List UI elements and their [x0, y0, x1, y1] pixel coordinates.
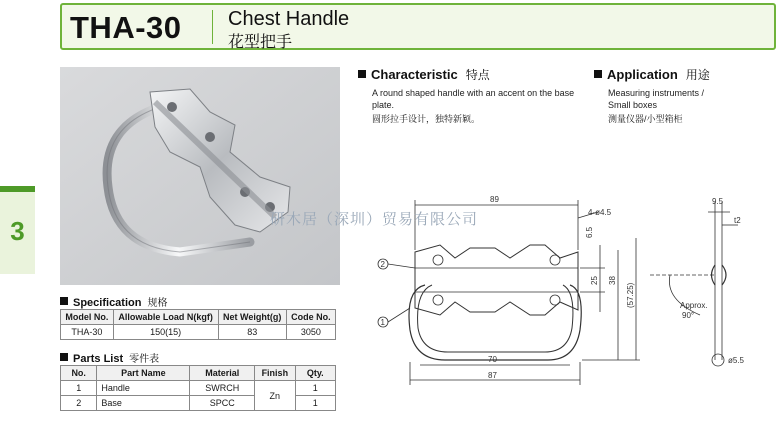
bullet-square-icon — [60, 353, 68, 361]
table-header: Finish — [255, 366, 295, 381]
table-header: Net Weight(g) — [218, 310, 286, 325]
table-header-row — [61, 366, 336, 381]
application-heading-cn: 用途 — [685, 68, 710, 82]
dim-6-5: 6.5 — [585, 226, 594, 238]
dim-hole: 4-ø4.5 — [588, 208, 612, 217]
dim-approx: Approx. — [680, 301, 708, 310]
dim-90deg: 90° — [682, 311, 695, 320]
table-cell: 83 — [218, 325, 286, 340]
application-text-2: Small boxes — [608, 100, 658, 110]
balloon-label-2: 2 — [380, 260, 385, 269]
table-cell: 1 — [61, 381, 97, 396]
table-cell: 1 — [295, 381, 335, 396]
title-english: Chest Handle — [228, 8, 350, 30]
product-photo — [60, 67, 340, 285]
characteristic-heading — [358, 66, 490, 83]
dim-5-5: ø5.5 — [728, 356, 745, 365]
table-header: Model No. — [61, 310, 114, 325]
dim-9-5: 9.5 — [712, 197, 724, 206]
dim-25: 25 — [590, 276, 599, 285]
table-row — [61, 325, 336, 340]
model-title: THA-30 — [70, 10, 182, 45]
parts-list-heading-cn: 零件表 — [129, 354, 160, 365]
specification-heading-cn: 规格 — [147, 298, 168, 309]
table-cell: Zn — [255, 381, 295, 411]
table-cell: THA-30 — [61, 325, 114, 340]
table-cell: 3050 — [286, 325, 335, 340]
chapter-tab-bar — [0, 186, 35, 192]
title-divider — [212, 10, 213, 44]
specification-heading — [60, 294, 167, 309]
application-text-1: Measuring instruments / — [608, 88, 705, 98]
characteristic-heading-en: Characteristic — [371, 67, 458, 82]
table-row — [61, 396, 336, 411]
dim-t2: t2 — [734, 216, 741, 225]
balloon-label-1: 1 — [380, 318, 385, 327]
table-row — [61, 381, 336, 396]
characteristic-text-cn: 圆形拉手设计，独特新颖。 — [372, 114, 481, 124]
table-cell: Base — [97, 396, 190, 411]
table-header: Qty. — [295, 366, 335, 381]
table-header: Code No. — [286, 310, 335, 325]
table-cell: SWRCH — [190, 381, 255, 396]
application-heading-en: Application — [607, 67, 678, 82]
table-header: Allowable Load N(kgf) — [113, 310, 218, 325]
table-cell: Handle — [97, 381, 190, 396]
dim-89: 89 — [490, 195, 499, 204]
title-chinese: 花型把手 — [228, 34, 293, 51]
characteristic-text-en: A round shaped handle with an accent on the base plate. — [372, 88, 575, 110]
characteristic-heading-cn: 特点 — [465, 68, 490, 82]
watermark-text: 研木居（深圳）贸易有限公司 — [270, 211, 479, 228]
dim-70: 70 — [488, 355, 497, 364]
chapter-number: 3 — [10, 216, 25, 246]
table-cell: 1 — [295, 396, 335, 411]
bullet-square-icon — [60, 297, 68, 305]
table-cell: 2 — [61, 396, 97, 411]
table-header: No. — [61, 366, 97, 381]
parts-list-heading — [60, 350, 159, 365]
table-header: Material — [190, 366, 255, 381]
table-cell: SPCC — [190, 396, 255, 411]
application-text-cn: 测量仪器/小型箱柜 — [608, 114, 683, 124]
table-cell: 150(15) — [113, 325, 218, 340]
table-header: Part Name — [97, 366, 190, 381]
table-header-row — [61, 310, 336, 325]
application-heading — [594, 66, 710, 83]
dim-57-25: (57.25) — [626, 282, 635, 308]
specification-table — [60, 309, 336, 340]
dim-87: 87 — [488, 371, 497, 380]
specification-heading-en: Specification — [73, 297, 142, 309]
parts-list-heading-en: Parts List — [73, 353, 124, 365]
parts-list-table — [60, 365, 336, 411]
bullet-square-icon — [594, 70, 602, 78]
bullet-square-icon — [358, 70, 366, 78]
dim-38: 38 — [608, 276, 617, 285]
